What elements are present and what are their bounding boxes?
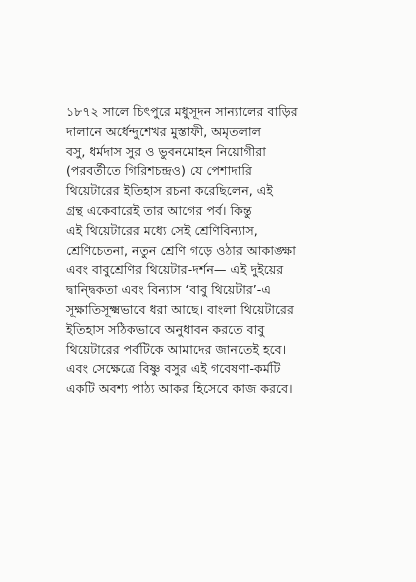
blurb-line: থিয়েটারের ইতিহাস রচনা করেছিলেন, এই (66, 183, 273, 199)
blurb-line: বসু, ধর্মদাস সুর ও ভুবনমোহন নিয়োগীরা (66, 143, 266, 159)
blurb-line: এবং বাবুশ্রেণির থিয়েটার-দর্শন— এই দুইয়ের (66, 262, 284, 278)
blurb-line: এই থিয়েটারের মধ্যে সেই শ্রেণিবিন্যাস, (66, 222, 258, 238)
blurb-line: দ্বান্দ্বিকতা এবং বিন্যাস ‘বাবু থিয়েটার’-এ (66, 282, 271, 298)
blurb-text (66, 102, 366, 399)
blurb-line: গ্রন্থ একেবারেই তার আগের পর্ব। কিন্তু (66, 202, 252, 218)
blurb-line: সূক্ষাতিসূক্ষ্মভাবে ধরা আছে। বাংলা থিয়েটারের (66, 301, 294, 317)
blurb-line: দালানে অর্ধেন্দুশেখর মুস্তাফী, অমৃতলাল (66, 123, 262, 139)
blurb-line: ১৮৭২ সালে চিৎপুরে মধুসূদন সান্যালের বাড়ির (66, 104, 298, 119)
blurb-line: এবং সেক্ষেত্রে বিষ্ণু বসুর এই গবেষণা-কর্মটি (66, 361, 281, 377)
blurb-line: (পরবর্তীতে গিরিশচন্দ্রও) যে পেশাদারি (66, 163, 252, 179)
blurb-line: শ্রেণিচেতনা, নতুন শ্রেণি গড়ে ওঠার আকাঙ্ক্ষা (66, 242, 296, 258)
blurb-line: থিয়েটারের পর্বটিকে আমাদের জানতেই হবে। (66, 341, 287, 357)
blurb-line: ইতিহাস সঠিকভাবে অনুধাবন করতে বাবু (66, 321, 265, 337)
blurb-line: একটি অবশ্য পাঠ্য আকর হিসেবে কাজ করবে। (66, 381, 293, 397)
